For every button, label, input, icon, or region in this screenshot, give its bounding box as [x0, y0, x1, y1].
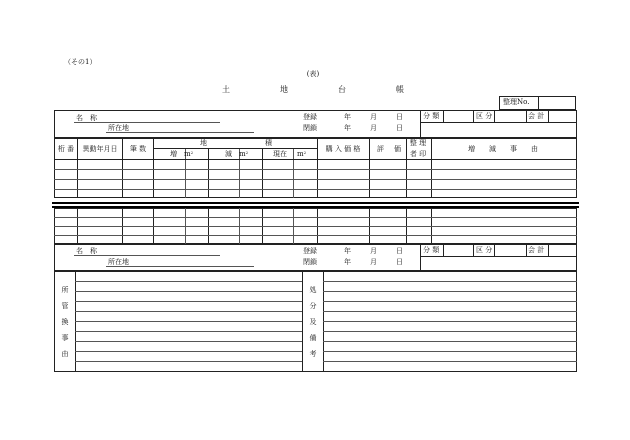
- change-date-header: 異動年月日: [82, 145, 118, 153]
- lot-number-header: 桁 番: [57, 145, 75, 153]
- registered-month-lower: 月: [370, 247, 377, 255]
- area-header-seki: 積: [265, 139, 272, 147]
- registered-year: 年: [344, 113, 351, 121]
- part-number: （その1）: [64, 58, 97, 66]
- closed-month: 月: [370, 124, 377, 132]
- name-field[interactable]: [74, 122, 220, 123]
- classification-label: 分 類: [423, 112, 440, 120]
- accounting-label-lower: 会 計: [528, 246, 545, 254]
- classification-label-lower: 分 類: [423, 246, 440, 254]
- registered-day: 日: [396, 113, 403, 121]
- name-field-lower[interactable]: [74, 255, 220, 256]
- title-char: 土: [222, 85, 230, 94]
- closed-day-lower: 日: [396, 258, 403, 266]
- closed-label: 閉鎖: [303, 124, 317, 132]
- decrease-header: 減 $m^2$: [225, 150, 249, 158]
- section-separator: [52, 202, 579, 204]
- title-char: 帳: [396, 85, 404, 94]
- registered-month: 月: [370, 113, 377, 121]
- increase-header: 増 $m^2$: [170, 150, 194, 158]
- registered-year-lower: 年: [344, 247, 351, 255]
- closed-day: 日: [396, 124, 403, 132]
- location-field-lower[interactable]: [106, 266, 254, 267]
- closed-label-lower: 閉鎖: [303, 258, 317, 266]
- appraisal-header-2: 価: [394, 145, 401, 153]
- closed-year: 年: [344, 124, 351, 132]
- area-header-chi: 地: [200, 139, 207, 147]
- closed-year-lower: 年: [344, 258, 351, 266]
- appraisal-header-1: 評: [377, 145, 384, 153]
- accounting-label: 会 計: [528, 112, 545, 120]
- location-label-lower: 所在地: [108, 258, 129, 266]
- current-header: 現在: [273, 150, 287, 158]
- classification-row-lower: [420, 244, 577, 257]
- title-char: 台: [338, 85, 346, 94]
- registered-day-lower: 日: [396, 247, 403, 255]
- purchase-price-header: 購 入 価 格: [325, 145, 361, 153]
- reason-header: 増 減 事 由: [468, 145, 538, 153]
- location-field[interactable]: [106, 132, 254, 133]
- name-label: 名 称: [76, 114, 97, 122]
- registered-label: 登録: [303, 113, 317, 121]
- registry-number-label: 整理No.: [503, 98, 530, 106]
- title-char: 地: [280, 85, 288, 94]
- admin-seal-header-bottom: 者 印: [409, 150, 427, 158]
- current-unit: $m^2$: [297, 150, 307, 158]
- admin-seal-header-top: 整 理: [409, 139, 427, 147]
- division-label: 区 分: [476, 112, 493, 120]
- parcel-count-header: 筆 数: [129, 145, 147, 153]
- division-label-lower: 区 分: [476, 246, 493, 254]
- classification-row: [420, 110, 577, 123]
- form-side-label: (表): [306, 70, 320, 78]
- registered-label-lower: 登録: [303, 247, 317, 255]
- closed-month-lower: 月: [370, 258, 377, 266]
- name-label-lower: 名 称: [76, 247, 97, 255]
- location-label: 所在地: [108, 124, 129, 132]
